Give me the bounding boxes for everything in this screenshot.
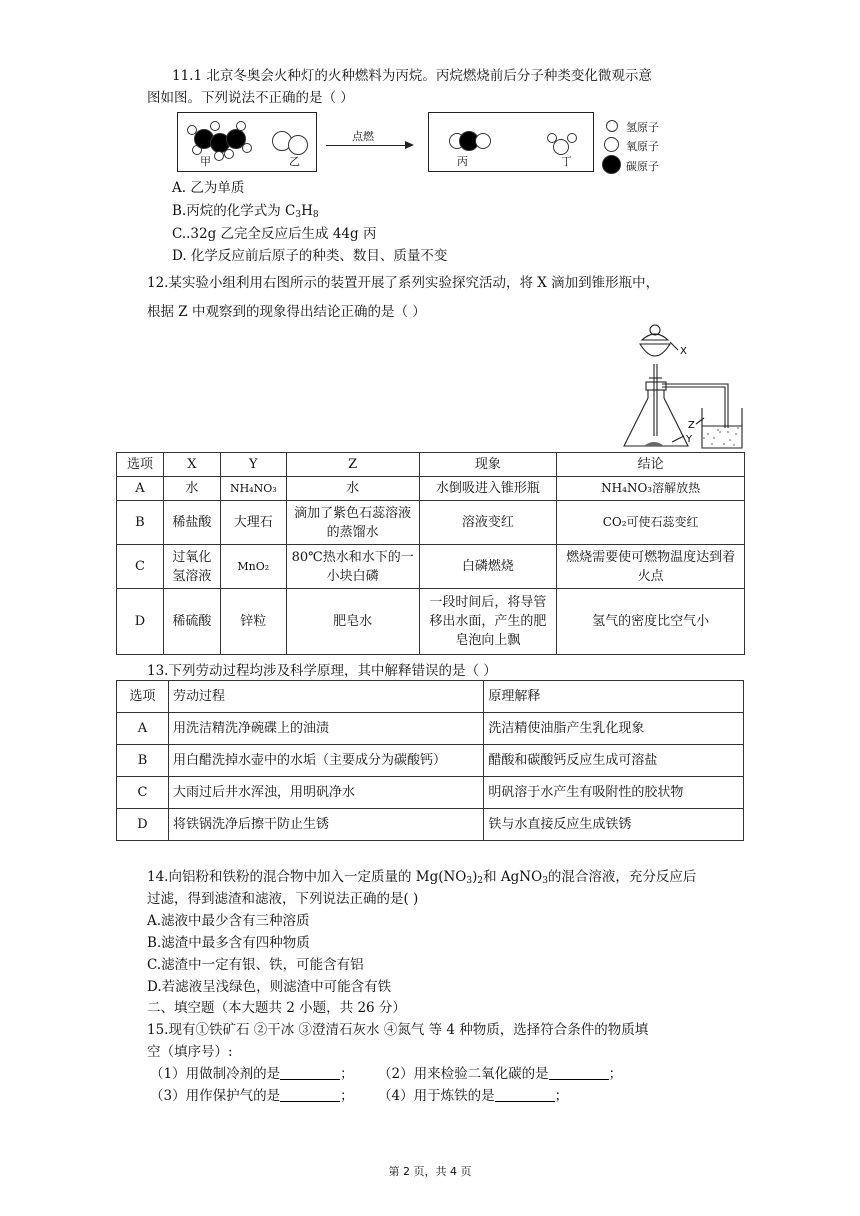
q15-stem-line1: 15.现有①铁矿石 ②干冰 ③澄清石灰水 ④氮气 等 4 种物质，选择符合条件的物质填 [147,1022,649,1038]
q13-header-row [117,681,744,713]
arrow-label: 点燃 [352,130,374,143]
carbon-atom-icon [602,155,621,174]
cell-phenomenon: 白磷燃烧 [419,545,557,589]
cell-conclusion: 燃烧需要使可燃物温度达到着火点 [557,545,745,589]
label-jia: 甲 [200,155,211,168]
q12-header-row [117,453,745,477]
cell-phenomenon: 一段时间后，将导管移出水面，产生的肥皂泡向上飘 [419,589,557,655]
cell-z: 滴加了紫色石蕊溶液的蒸馏水 [286,501,419,545]
cell-option: D [117,589,164,655]
q14-option-d: D.若滤液呈浅绿色，则滤渣中可能含有铁 [147,979,392,995]
cell-option: B [117,501,164,545]
cell-explanation: 明矾溶于水产生有吸附性的胶状物 [484,777,744,809]
table-row [117,809,744,841]
q13-stem: 13.下列劳动过程均涉及科学原理，其中解释错误的是（ ） [147,663,497,679]
cell-process: 用洗洁精洗净碗碟上的油渍 [168,713,483,745]
q14-option-c: C.滤渣中一定有银、铁，可能含有铝 [147,957,364,973]
legend-hydrogen: 氢原子 [626,121,659,134]
q14-stem-line1: 14.向铝粉和铁粉的混合物中加入一定质量的 $Mg(NO_3)_2$和 AgNO$_3$的混合溶液，充分反应后 [147,869,697,886]
cell-explanation: 铁与水直接反应生成铁锈 [484,809,744,841]
q12-table [116,452,745,655]
q14-option-b: B.滤渣中最多含有四种物质 [147,935,310,951]
label-y: Y [686,434,693,445]
header-y: Y [220,453,286,477]
answer-blank-3[interactable] [280,1087,340,1102]
q11-option-c: C..32g 乙完全反应后生成 44g 丙 [172,226,377,242]
label-bing: 丙 [457,155,468,168]
q11-stem-line2: 图如图。下列说法不正确的是（ ） [147,90,354,106]
cell-y: NH₄NO₃ [220,477,286,501]
cell-conclusion: CO₂可使石蕊变红 [557,501,745,545]
cell-y: 大理石 [220,501,286,545]
header-option: 选项 [117,453,164,477]
q12-stem-line1: 12.某实验小组利用右图所示的装置开展了系列实验探究活动，将 X 滴加到锥形瓶中， [147,275,660,291]
answer-blank-4[interactable] [495,1087,555,1102]
header-option: 选项 [117,681,169,713]
cell-x: 水 [163,477,220,501]
q11-option-b: B.丙烷的化学式为 $C_3H_8$ [172,203,319,220]
section-heading: 二、填空题（本大题共 2 小题，共 26 分） [147,1000,406,1016]
cell-phenomenon: 水倒吸进入锥形瓶 [419,477,557,501]
reactants-box [177,112,317,172]
label-ding: 丁 [561,155,572,168]
table-row [117,713,744,745]
cell-process: 用白醋洗掉水壶中的水垢（主要成分为碳酸钙） [168,745,483,777]
arrow-head-icon [405,141,414,149]
header-conclusion: 结论 [557,453,745,477]
cell-x: 过氧化氢溶液 [163,545,220,589]
table-row [117,477,745,501]
cell-option: C [117,777,169,809]
q11-option-d: D. 化学反应前后原子的种类、数目、质量不变 [172,248,448,264]
cell-option: C [117,545,164,589]
cell-option: D [117,809,169,841]
header-process: 劳动过程 [168,681,483,713]
cell-option: A [117,477,164,501]
cell-x: 稀盐酸 [163,501,220,545]
q14-stem-line2: 过滤，得到滤渣和滤液，下列说法正确的是( ) [147,891,419,907]
cell-explanation: 洗洁精使油脂产生乳化现象 [484,713,744,745]
answer-blank-2[interactable] [549,1065,609,1080]
cell-conclusion: 氢气的密度比空气小 [557,589,745,655]
reaction-arrow [326,145,412,146]
q15-part-2: （2）用来检验二氧化碳的是 ； [378,1066,623,1082]
cell-explanation: 醋酸和碳酸钙反应生成可溶盐 [484,745,744,777]
cell-y: 锌粒 [220,589,286,655]
cell-z: 80℃热水和水下的一小块白磷 [286,545,419,589]
q14-option-a: A.滤液中最少含有三种溶质 [147,913,310,929]
cell-process: 将铁锅洗净后擦干防止生锈 [168,809,483,841]
cell-y: MnO₂ [220,545,286,589]
cell-conclusion: NH₄NO₃溶解放热 [557,477,745,501]
cell-option: A [117,713,169,745]
table-row [117,589,745,655]
answer-blank-1[interactable] [280,1065,340,1080]
label-yi: 乙 [289,155,300,168]
page-footer: 第 2 页，共 4 页 [388,1165,472,1178]
q11-option-a: A. 乙为单质 [172,180,245,196]
table-row [117,501,745,545]
cell-phenomenon: 溶液变红 [419,501,557,545]
q11-stem-line1: 11.1 北京冬奥会火种灯的火种燃料为丙烷。丙烷燃烧前后分子种类变化微观示意 [172,68,652,84]
header-x: X [163,453,220,477]
label-z: Z [688,420,695,431]
q15-stem-line2: 空（填序号）: [147,1044,233,1060]
label-x: X [680,346,687,357]
legend-oxygen: 氧原子 [626,140,659,153]
q13-table [116,680,744,841]
cell-z: 肥皂水 [286,589,419,655]
legend-carbon: 碳原子 [626,160,659,173]
q15-part-4: （4）用于炼铁的是 ； [378,1088,569,1104]
cell-process: 大雨过后井水浑浊，用明矾净水 [168,777,483,809]
cell-option: B [117,745,169,777]
cell-x: 稀硫酸 [163,589,220,655]
table-row [117,545,745,589]
oxygen-atom-icon [604,137,619,152]
q15-part-3: （3）用作保护气的是 ； [150,1088,354,1104]
header-explanation: 原理解释 [484,681,744,713]
q15-part-1: （1）用做制冷剂的是 ； [150,1066,354,1082]
products-box [428,112,594,172]
header-phenomenon: 现象 [419,453,557,477]
table-row [117,745,744,777]
hydrogen-atom-icon [606,120,618,132]
cell-z: 水 [286,477,419,501]
header-z: Z [286,453,419,477]
table-row [117,777,744,809]
q12-stem-line2: 根据 Z 中观察到的现象得出结论正确的是（ ） [147,304,426,320]
apparatus-diagram [618,318,748,452]
